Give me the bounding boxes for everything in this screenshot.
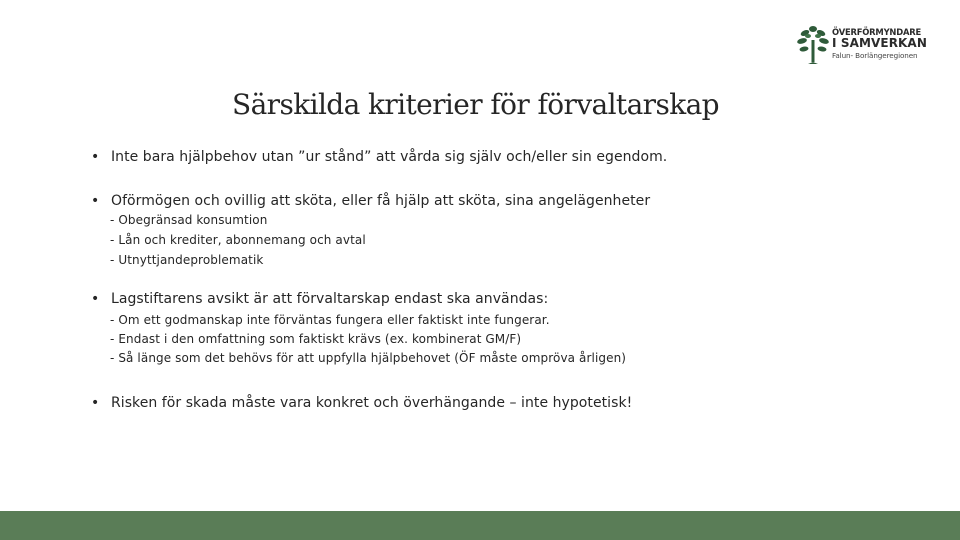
- organization-logo: [796, 24, 926, 64]
- tree-icon: [796, 24, 830, 64]
- sub-item: - Endast i den omfattning som faktiskt krävs (ex. kombinerat GM/F): [110, 332, 522, 346]
- bullet-item: [91, 395, 632, 411]
- bullet-item: [91, 193, 650, 209]
- sub-item: - Obegränsad konsumtion: [110, 213, 268, 227]
- slide-title: Särskilda kriterier för förvaltarskap: [232, 88, 720, 121]
- bullet-text: Inte bara hjälpbehov utan ”ur stånd” att vårda sig själv och/eller sin egendom.: [111, 149, 668, 165]
- bullet-item: [91, 291, 548, 307]
- bullet-marker: •: [91, 193, 100, 209]
- bullet-marker: •: [91, 291, 100, 307]
- logo-line-2: I SAMVERKAN: [832, 36, 927, 50]
- bullet-item: [91, 149, 667, 165]
- sub-item: - Utnyttjandeproblematik: [110, 253, 264, 267]
- sub-item: - Om ett godmanskap inte förväntas fungera eller faktiskt inte fungerar.: [110, 313, 550, 327]
- bullet-text: Risken för skada måste vara konkret och överhängande – inte hypotetisk!: [111, 395, 633, 411]
- sub-item: - Så länge som det behövs för att uppfylla hjälpbehovet (ÖF måste ompröva årligen): [110, 351, 627, 365]
- logo-line-1: ÖVERFÖRMYNDARE: [832, 27, 922, 37]
- bullet-text: Lagstiftarens avsikt är att förvaltarskap endast ska användas:: [111, 291, 549, 307]
- sub-item: - Lån och krediter, abonnemang och avtal: [110, 233, 366, 247]
- footer-bar: [0, 511, 960, 540]
- bullet-text: Oförmögen och ovillig att sköta, eller få hjälp att sköta, sina angelägenheter: [111, 193, 651, 209]
- logo-line-3: Falun- Borlängeregionen: [832, 51, 918, 60]
- bullet-marker: •: [91, 149, 100, 165]
- bullet-marker: •: [91, 395, 100, 411]
